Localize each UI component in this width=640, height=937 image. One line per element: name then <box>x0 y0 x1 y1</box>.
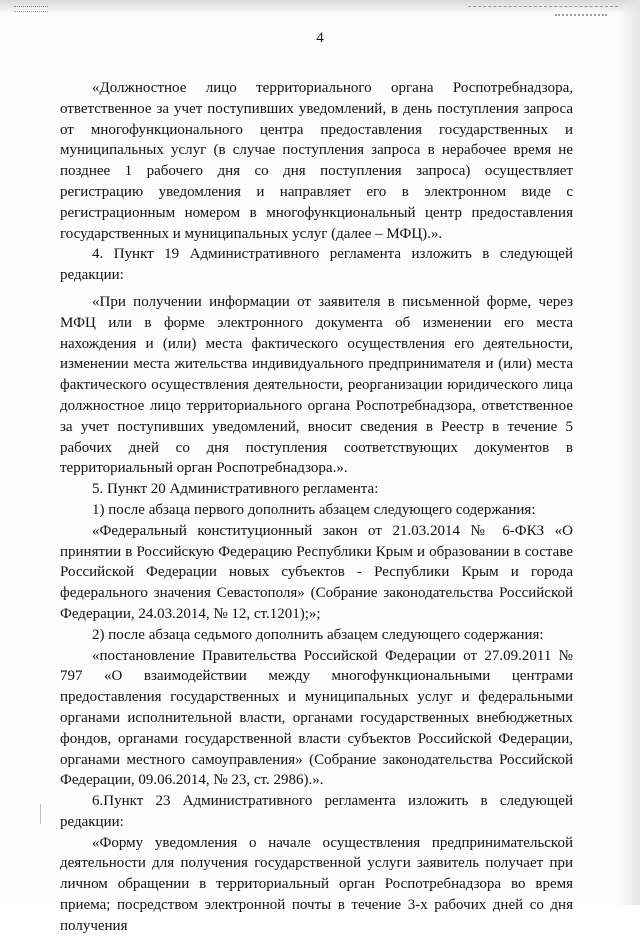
paragraph-9: 6.Пункт 23 Административного регламента изложить в следующей редакции: <box>60 793 573 830</box>
page-number: 4 <box>316 30 324 46</box>
scan-artifact-top-left <box>14 6 48 12</box>
paragraph-4: 5. Пункт 20 Административного регламента: <box>92 481 379 498</box>
paragraph-8: «постановление Правительства Российской Федерации от 27.09.2011 № 797 «О взаимодействии между многофункциональными центрами предоставления государственных и муниципальных услуг и федеральными органами исполнительной власти, органами государственных внебюджетных фондов, органами государственной власти субъектов Российской Федерации, органами местного самоуправления» (Собрание законодательства Российской Федерации, 09.06.2014, № 23, ст. 2986).». <box>60 647 573 789</box>
scan-artifact-top-right <box>468 6 618 11</box>
scan-shadow-right <box>618 0 640 905</box>
paragraph-2: 4. Пункт 19 Административного регламента изложить в следующей редакции: <box>60 246 573 284</box>
paragraph-3: «При получении информации от заявителя в письменной форме, через МФЦ или в форме электронного документа об изменении его места нахождения и (или) места фактического осуществления его деятельности, изменении места жительства индивидуального предпринимателя и (или) места фактического осуществления деятельности, реорганизации юридического лица должностное лицо территориального органа Роспотребнадзора, ответственное за учет поступивших уведомлений, вносит сведения в Реестр в течение 5 рабочих дней со дня поступления соответствующих документов в территориальный орган Роспотребнадзора.». <box>60 293 573 477</box>
paragraph-5: 1) после абзаца первого дополнить абзацем следующего содержания: <box>92 501 536 518</box>
scan-artifact-top-right-2 <box>555 14 607 20</box>
paragraph-6: «Федеральный конституционный закон от 21.03.2014 № 6-ФКЗ «О принятии в Российскую Федерацию Республики Крым и образовании в составе Российской Федерации новых субъектов - Республики Крым и города федерального значения Севастополя» (Собрание законодательства Российской Федерации, 24.03.2014, № 12, ст.1201);»; <box>60 522 573 622</box>
margin-mark <box>40 804 41 824</box>
paragraph-10: «Форму уведомления о начале осуществления предпринимательской деятельности для получения государственной услуги заявитель получает при личном обращении в территориальный орган Роспотребнадзора во время приема; посредством электронной почты в течение 3-х рабочих дней со дня получения <box>60 834 573 934</box>
document-body <box>60 78 573 937</box>
paragraph-7: 2) после абзаца седьмого дополнить абзацем следующего содержания: <box>92 626 544 643</box>
paragraph-1: «Должностное лицо территориального органа Роспотребнадзора, ответственное за учет поступивших уведомлений, в день поступления запроса от многофункционального центра предоставления государственных и муниципальных услуг (в случае поступления запроса в нерабочее время не позднее 1 рабочего дня со дня поступления запроса) осуществляет регистрацию уведомления и направляет его в электронном виде с регистрационным номером в многофункциональный центр предоставления государственных и муниципальных услуг (далее – МФЦ).». <box>60 80 573 242</box>
